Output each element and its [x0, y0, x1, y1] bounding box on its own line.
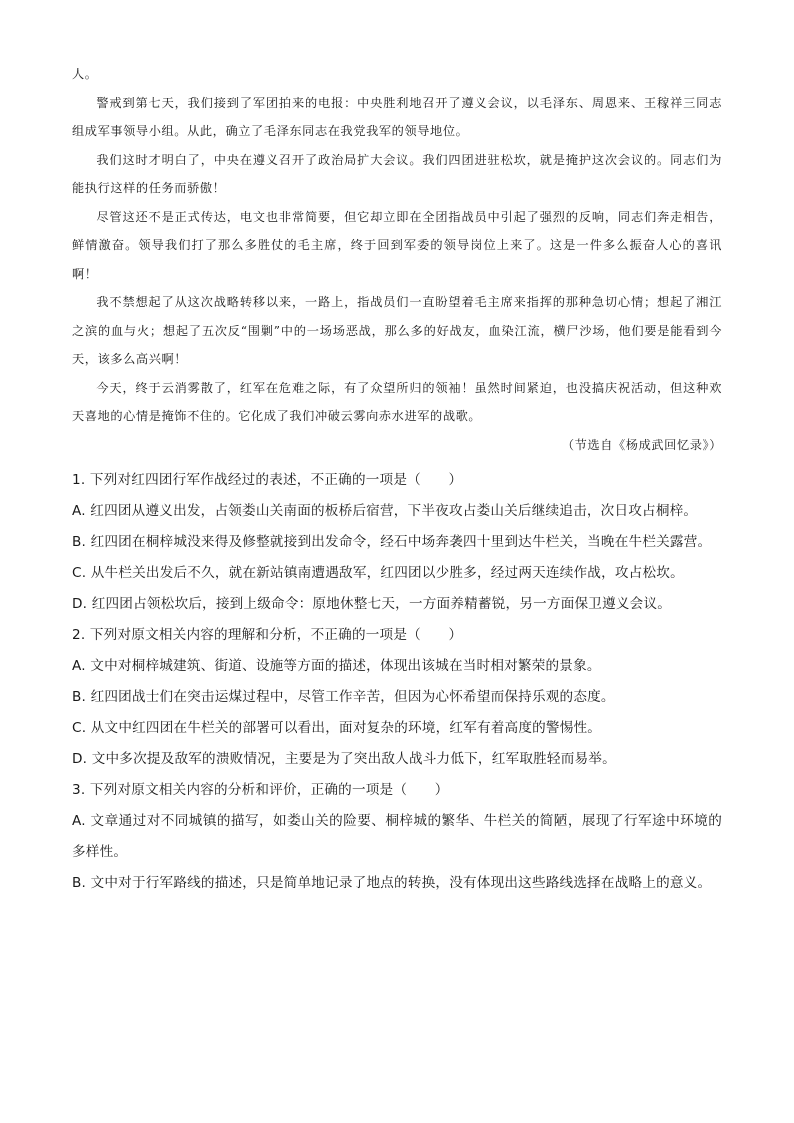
- question-stem: 3. 下列对原文相关内容的分析和评价，正确的一项是（ ）: [72, 782, 449, 798]
- passage-paragraph: 我不禁想起了从这次战略转移以来，一路上，指战员们一直盼望着毛主席来指挥的那种急切心情；想起了湘江之滨的血与火；想起了五次反“围剿”中的一场场恶战，那么多的好战友，血染江流，横尸沙场，他们要是能看到今天，该多么高兴啊！: [72, 295, 722, 366]
- passage-paragraph: 我们这时才明白了，中央在遵义召开了政治局扩大会议。我们四团进驻松坎，就是掩护这次会议的。同志们为能执行这样的任务而骄傲！: [72, 152, 722, 195]
- document-page: [72, 60, 722, 899]
- answer-option: B. 文中对于行军路线的描述，只是简单地记录了地点的转换，没有体现出这些路线选择在战略上的意义。: [72, 875, 712, 891]
- answer-option: B. 红四团在桐梓城没来得及修整就接到出发命令，经石中场奔袭四十里到达牛栏关，当晚在牛栏关露营。: [72, 534, 712, 550]
- answer-option: A. 红四团从遵义出发，占领娄山关南面的板桥后宿营，下半夜攻占娄山关后继续追击，次日攻占桐梓。: [72, 503, 698, 519]
- passage-source: （节选自《杨成武回忆录》）: [561, 437, 722, 452]
- reading-passage: [72, 60, 722, 459]
- answer-option: B. 红四团战士们在突击运煤过程中，尽管工作辛苦，但因为心怀希望而保持乐观的态度。: [72, 689, 615, 705]
- answer-option: D. 文中多次提及敌军的溃败情况，主要是为了突出敌人战斗力低下，红军取胜轻而易举。: [72, 751, 616, 767]
- passage-paragraph: 今天，终于云消雾散了，红军在危难之际，有了众望所归的领袖！虽然时间紧迫，也没搞庆祝活动，但这种欢天喜地的心情是掩饰不住的。它化成了我们冲破云雾向赤水进军的战歌。: [72, 380, 722, 423]
- answer-option: A. 文章通过对不同城镇的描写，如娄山关的险要、桐梓城的繁华、牛栏关的简陋，展现了行军途中环境的多样性。: [72, 813, 722, 860]
- question-stem: 2. 下列对原文相关内容的理解和分析，不正确的一项是（ ）: [72, 627, 463, 643]
- answer-option: C. 从文中红四团在牛栏关的部署可以看出，面对复杂的环境，红军有着高度的警惕性。: [72, 720, 602, 736]
- answer-option: C. 从牛栏关出发后不久，就在新站镇南遭遇敌军，红四团以少胜多，经过两天连续作战，攻占松坎。: [72, 565, 684, 581]
- passage-paragraph: 警戒到第七天，我们接到了军团拍来的电报：中央胜利地召开了遵义会议，以毛泽东、周恩来、王稼祥三同志组成军事领导小组。从此，确立了毛泽东同志在我党我军的领导地位。: [72, 95, 722, 138]
- question-stem: 1. 下列对红四团行军作战经过的表述，不正确的一项是（ ）: [72, 472, 463, 488]
- answer-option: D. 红四团占领松坎后，接到上级命令：原地休整七天，一方面养精蓄锐，另一方面保卫遵义会议。: [72, 596, 672, 612]
- answer-option: A. 文中对桐梓城建筑、街道、设施等方面的描述，体现出该城在当时相对繁荣的景象。: [72, 658, 601, 674]
- passage-paragraph: 尽管这还不是正式传达，电文也非常简要，但它却立即在全团指战员中引起了强烈的反响，同志们奔走相告，鲜情激奋。领导我们打了那么多胜仗的毛主席，终于回到军委的领导岗位上来了。这是一件多么振奋人心的喜讯啊！: [72, 209, 722, 281]
- passage-paragraph: 人。: [72, 67, 98, 81]
- question-section: [72, 465, 722, 899]
